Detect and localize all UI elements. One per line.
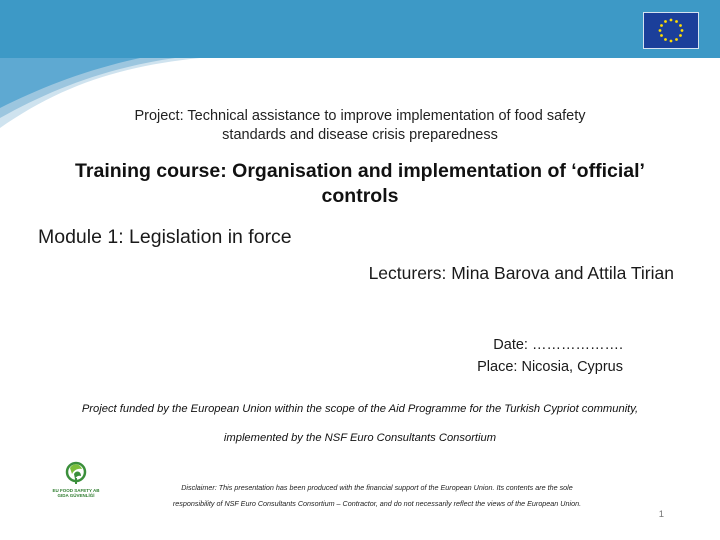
project-title-line2: standards and disease crisis preparedness: [222, 127, 498, 143]
funding-statement: Project funded by the European Union within the scope of the Aid Programme for the Turkish Cypriot community,: [81, 403, 639, 415]
training-course-title: [0, 159, 720, 209]
project-title-line1: Project: Technical assistance to improve implementation of food safety: [134, 108, 586, 124]
page-number: 1: [658, 509, 664, 520]
lecturers: Lecturers: Mina Barova and Attila Tirian: [368, 263, 674, 283]
date-line: Date: ……………….: [493, 337, 623, 353]
training-title-line2: controls: [321, 185, 399, 207]
module-title: Module 1: Legislation in force: [38, 226, 292, 248]
project-title: [0, 107, 720, 145]
training-title-line1: Training course: Organisation and implementation of ‘official’: [75, 160, 645, 182]
eu-flag-icon: [643, 12, 699, 49]
disclaimer-line2: responsibility of NSF Euro Consultants Consortium – Contractor, and do not necessarily reflect the views of the European Union.: [172, 499, 582, 508]
place-line: Place: Nicosia, Cyprus: [477, 359, 623, 375]
implementation-statement: implemented by the NSF Euro Consultants Consortium: [223, 432, 497, 444]
logo-text: EU FOOD SAFETY AB GIDA GÜVENLİĞİ: [52, 488, 100, 498]
disclaimer-line1: Disclaimer: This presentation has been produced with the financial support of the European Union. Its contents are the sole: [181, 483, 573, 492]
disclaimer: [142, 480, 612, 512]
